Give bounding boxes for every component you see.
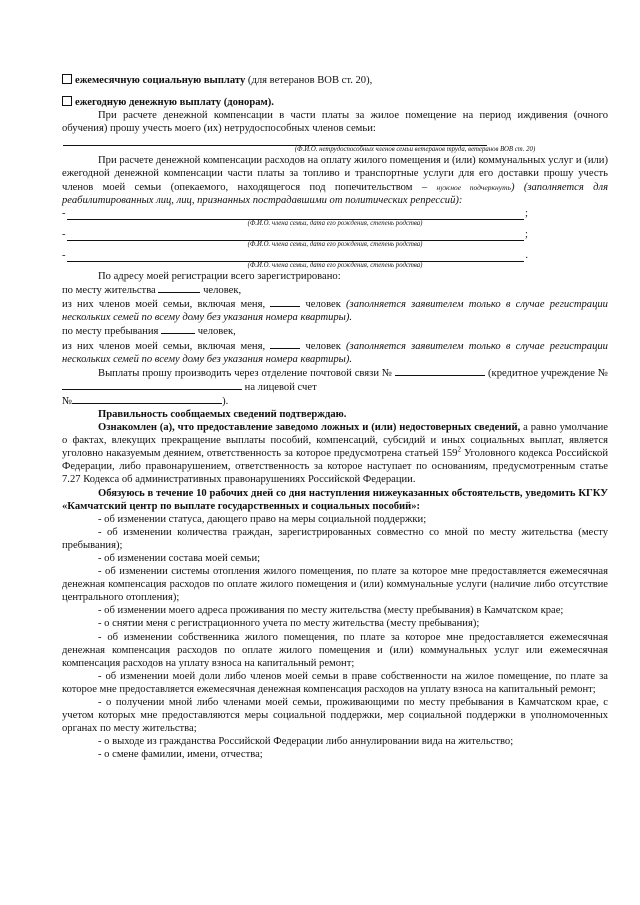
registration-residence: по месту жительства человек, — [62, 285, 242, 297]
checkbox-donor-payment[interactable] — [62, 96, 72, 106]
obligation-item: - о получении мной либо членами моей семьи, проживающими по месту пребывания в Камчатском крае, с учетом которых мне предоставляются меры социальной поддержки, мер социальной поддержки в уполномоченных органах по месту жительства; — [62, 697, 608, 735]
registration-stay-family: из них членов моей семьи, включая меня, человек (заполняется заявителем только в случае регистрации нескольких семей по всему дому без указания номера квартиры). — [62, 340, 608, 365]
family-member-caption-1: (Ф.И.О. члена семьи, дата его рождения, степень родства) — [247, 219, 423, 227]
obligation-item: - об изменении моего адреса проживания по месту жительства (месту пребывания) в Камчатском крае; — [98, 605, 564, 617]
registration-residence-family: из них членов моей семьи, включая меня, человек (заполняется заявителем только в случае регистрации нескольких семей по всему дому без указания номера квартиры). — [62, 299, 608, 324]
account-number-field[interactable] — [72, 394, 222, 404]
payment-method-paragraph: Выплаты прошу производить через отделение почтовой связи № (кредитное учреждение № на лицевой счет № ). — [62, 367, 608, 407]
checkbox-row-social-payment: ежемесячную социальную выплату (для ветеранов ВОВ ст. 20), — [62, 74, 608, 87]
confirmation-title: Правильность сообщаемых сведений подтверждаю. — [98, 408, 347, 420]
obligation-item: - об изменении количества граждан, зарегистрированных совместно со мной по месту жительства (месту пребывания); — [62, 526, 608, 551]
obligation-item: - об изменении системы отопления жилого помещения, по плате за которое мне предоставляется ежемесячная денежная компенсация расходов по оплате жилого помещения и (или) коммунальные услуги (наличие либо отсутствие центрального отопления); — [62, 566, 608, 604]
obligation-item: - об изменении моей доли либо членов моей семьи в праве собственности на жилое помещение, по плате за которое мне предоставляется ежемесячная денежная компенсация расходов на уплату взноса на капитальный ремонт; — [62, 670, 608, 695]
family-member-field-2[interactable]: - ; — [62, 228, 528, 240]
family-member-field-3[interactable]: - . — [62, 249, 528, 261]
obligation-item: - о снятии меня с регистрационного учета по месту жительства (месту пребывания); — [98, 618, 480, 630]
residence-family-count-field[interactable] — [270, 297, 300, 307]
checkbox-row-donor-payment: ежегодную денежную выплату (донорам). — [62, 96, 608, 109]
stay-family-count-field[interactable] — [270, 339, 300, 349]
dependents-field[interactable] — [62, 135, 488, 146]
stay-count-field[interactable] — [161, 324, 195, 334]
family-members-paragraph: При расчете денежной компенсации расходов на оплату жилого помещения и (или) коммунальных услуг и (или) ежегодной денежной компенсации части платы за топливо и транспортные услуги для его доставки прошу учесть членов моей семьи (опекаемого, находящегося под попечительством – нужное подчеркнуть) (заполняется для реабилитированных лиц, лиц, признанных пострадавшими от политических репрессий): — [62, 155, 609, 206]
obligation-item: - об изменении собственника жилого помещения, по плате за которое мне предоставляется ежемесячная денежная компенсация расходов по оплате жилого помещения и (или) коммунальных услуг или ежемесячная компенсация расходов на уплату взноса на капитальный ремонт; — [62, 631, 608, 669]
family-member-field-1[interactable]: - ; — [62, 207, 528, 219]
post-office-number-field[interactable] — [395, 366, 485, 376]
residence-count-field[interactable] — [158, 283, 200, 293]
obligation-item: - об изменении статуса, дающего право на меры социальной поддержки; — [98, 513, 427, 525]
obligation-item: - об изменении состава моей семьи; — [98, 553, 261, 564]
registration-intro: По адресу моей регистрации всего зарегистрировано: — [98, 271, 341, 283]
obligation-item: - о выходе из гражданства Российской Федерации либо аннулировании вида на жительство; — [98, 736, 514, 748]
obligation-paragraph: Обязуюсь в течение 10 рабочих дней со дня наступления нижеуказанных обстоятельств, уведомить КГКУ «Камчатский центр по выплате государственных и социальных пособий»: — [62, 487, 608, 512]
obligation-item: - о смене фамилии, имени, отчества; — [98, 749, 263, 761]
checkbox-social-payment[interactable] — [62, 74, 72, 84]
family-member-caption-2: (Ф.И.О. члена семьи, дата его рождения, степень родства) — [247, 240, 423, 248]
dependents-paragraph: При расчете денежной компенсации в части платы за жилое помещение на период иждивения (очного обучения) прошу учесть моего (их) нетрудоспособных членов семьи: — [62, 110, 608, 135]
registration-stay: по месту пребывания человек, — [62, 326, 236, 338]
liability-paragraph: Ознакомлен (а), что предоставление заведомо ложных и (или) недостоверных сведений, а равно умолчание о фактах, влекущих прекращение выплаты пособий, компенсаций, субсидий и иных социальных выплат, является уголовно наказуемым деянием, ответственность за которое предусмотрена статьей $159^2$ Уголовного кодекса Российской Федерации, либо правонарушением, ответственность за которое наступает по основаниям, предусмотренным статье 7.27 Кодекса об административных правонарушениях Российской Федерации. — [62, 422, 608, 486]
family-member-caption-3: (Ф.И.О. члена семьи, дата его рождения, степень родства) — [247, 262, 423, 270]
dependents-caption: (Ф.И.О. нетрудоспособных членов семьи ветеранов труда, ветеранов ВОВ ст. 20) — [294, 146, 536, 154]
credit-institution-field[interactable] — [62, 380, 242, 390]
